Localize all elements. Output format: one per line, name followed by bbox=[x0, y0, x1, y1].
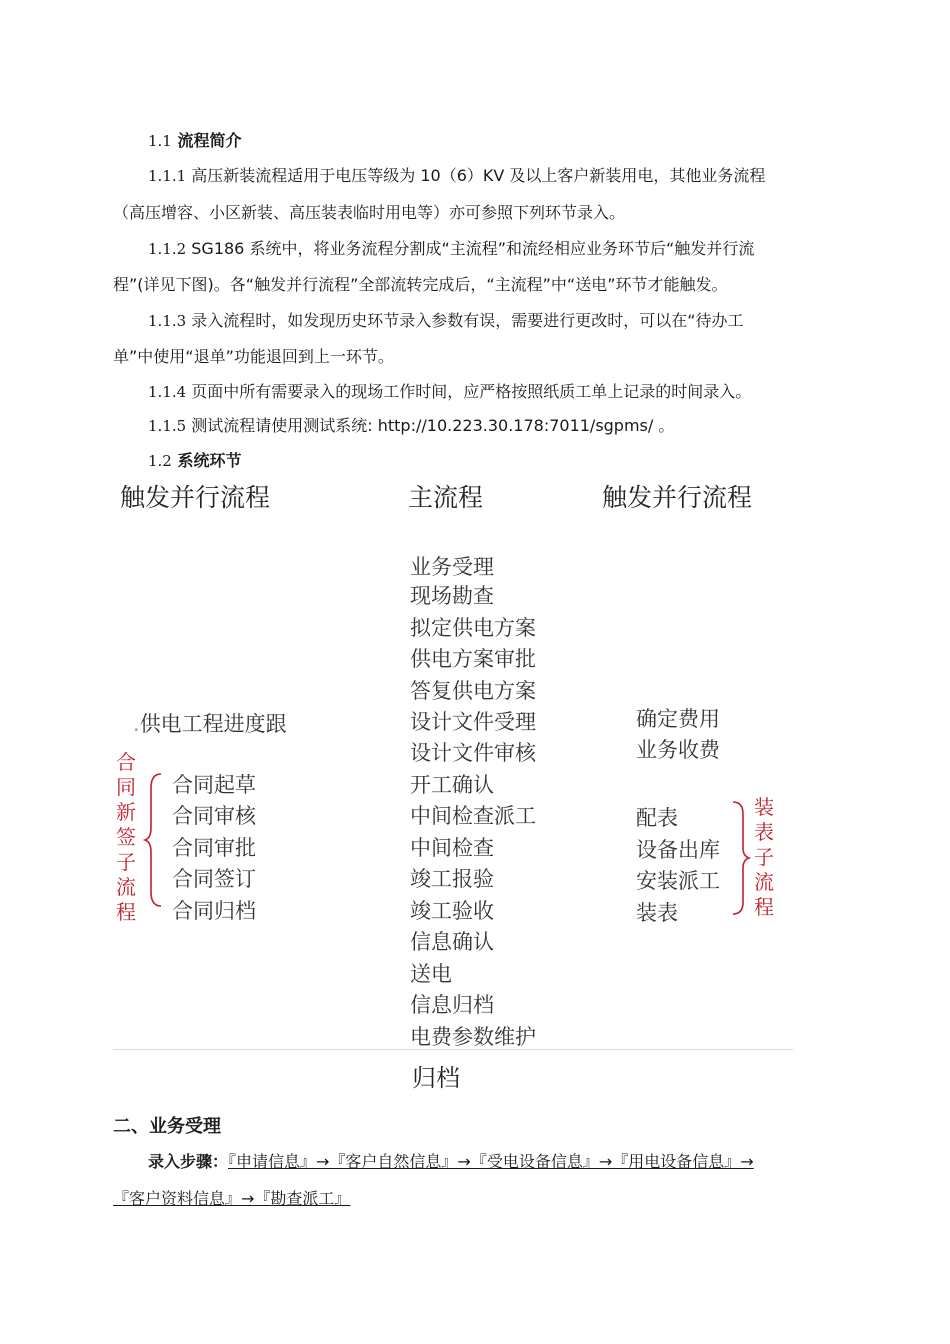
meter-step: 装表 bbox=[636, 901, 678, 925]
paragraph-1-1-5: 1.1.5 测试流程请使用测试系统: http://10.223.30.178:7011/sgpms/ 。 bbox=[148, 416, 675, 435]
paragraph-1-1-3-line2: 单”中使用“退单”功能退回到上一环节。 bbox=[113, 347, 394, 366]
paragraph-1-1-1-line1: 1.1.1 高压新装流程适用于电压等级为 10（6）KV 及以上客户新装用电，其他业务流程 bbox=[148, 166, 766, 185]
main-step: 设计文件受理 bbox=[410, 710, 536, 734]
entry-steps-line1: 录入步骤：『申请信息』→『客户自然信息』→『受电设备信息』→『用电设备信息』→ bbox=[148, 1152, 754, 1171]
main-step: 业务受理 bbox=[410, 555, 494, 579]
contract-step: 合同签订 bbox=[172, 867, 256, 891]
main-step: 答复供电方案 bbox=[410, 679, 536, 703]
entry-steps-link[interactable]: 『客户资料信息』→『勘查派工』 bbox=[113, 1189, 351, 1208]
contract-step: 合同归档 bbox=[172, 899, 256, 923]
contract-subflow-label: 合同新签子流程 bbox=[116, 750, 136, 924]
fee-step: 确定费用 bbox=[636, 707, 720, 731]
main-step: 送电 bbox=[410, 962, 452, 986]
main-step: 现场勘查 bbox=[410, 584, 494, 608]
main-step: 中间检查 bbox=[410, 836, 494, 860]
meter-brace-icon bbox=[729, 798, 751, 918]
right-parallel-header: 触发并行流程 bbox=[602, 483, 753, 512]
section-heading-2: 二、业务受理 bbox=[113, 1116, 221, 1137]
left-progress-step: .供电工程进度跟 bbox=[133, 712, 287, 736]
contract-brace-icon bbox=[143, 770, 165, 910]
main-step: 设计文件审核 bbox=[410, 741, 536, 765]
diagram-divider bbox=[113, 1049, 793, 1050]
section-heading-1-2: 1.2 系统环节 bbox=[148, 451, 242, 470]
main-step: 供电方案审批 bbox=[410, 647, 536, 671]
meter-subflow-label: 装表子流程 bbox=[754, 795, 774, 919]
main-step: 中间检查派工 bbox=[410, 804, 536, 828]
paragraph-1-1-2-line2: 程”(详见下图)。各“触发并行流程”全部流转完成后，“主流程”中“送电”环节才能触发。 bbox=[113, 275, 728, 294]
archive-label: 归档 bbox=[412, 1064, 460, 1092]
paragraph-1-1-4: 1.1.4 页面中所有需要录入的现场工作时间，应严格按照纸质工单上记录的时间录入。 bbox=[148, 382, 752, 401]
meter-step: 配表 bbox=[636, 806, 678, 830]
section-heading-1-1: 1.1 流程简介 bbox=[148, 131, 242, 150]
main-step: 开工确认 bbox=[410, 773, 494, 797]
contract-step: 合同起草 bbox=[172, 773, 256, 797]
entry-steps-link[interactable]: 『申请信息』→『客户自然信息』→『受电设备信息』→『用电设备信息』→ bbox=[228, 1152, 754, 1171]
meter-step: 安装派工 bbox=[636, 869, 720, 893]
main-step: 拟定供电方案 bbox=[410, 616, 536, 640]
meter-step: 设备出库 bbox=[636, 838, 720, 862]
left-parallel-header: 触发并行流程 bbox=[120, 483, 271, 512]
main-flow-header: 主流程 bbox=[408, 483, 484, 512]
contract-step: 合同审核 bbox=[172, 804, 256, 828]
main-step: 信息归档 bbox=[410, 993, 494, 1017]
paragraph-1-1-3-line1: 1.1.3 录入流程时，如发现历史环节录入参数有误，需要进行更改时，可以在“待办工 bbox=[148, 311, 744, 330]
paragraph-1-1-1-line2: （高压增容、小区新装、高压装表临时用电等）亦可参照下列环节录入。 bbox=[113, 203, 626, 222]
fee-step: 业务收费 bbox=[636, 738, 720, 762]
main-step: 信息确认 bbox=[410, 930, 494, 954]
main-step: 竣工验收 bbox=[410, 899, 494, 923]
main-step: 竣工报验 bbox=[410, 867, 494, 891]
contract-step: 合同审批 bbox=[172, 836, 256, 860]
paragraph-1-1-2-line1: 1.1.2 SG186 系统中，将业务流程分割成“主流程”和流经相应业务环节后“触发并行流 bbox=[148, 239, 755, 258]
main-step: 电费参数维护 bbox=[410, 1025, 536, 1049]
entry-steps-line2 bbox=[113, 1186, 350, 1209]
